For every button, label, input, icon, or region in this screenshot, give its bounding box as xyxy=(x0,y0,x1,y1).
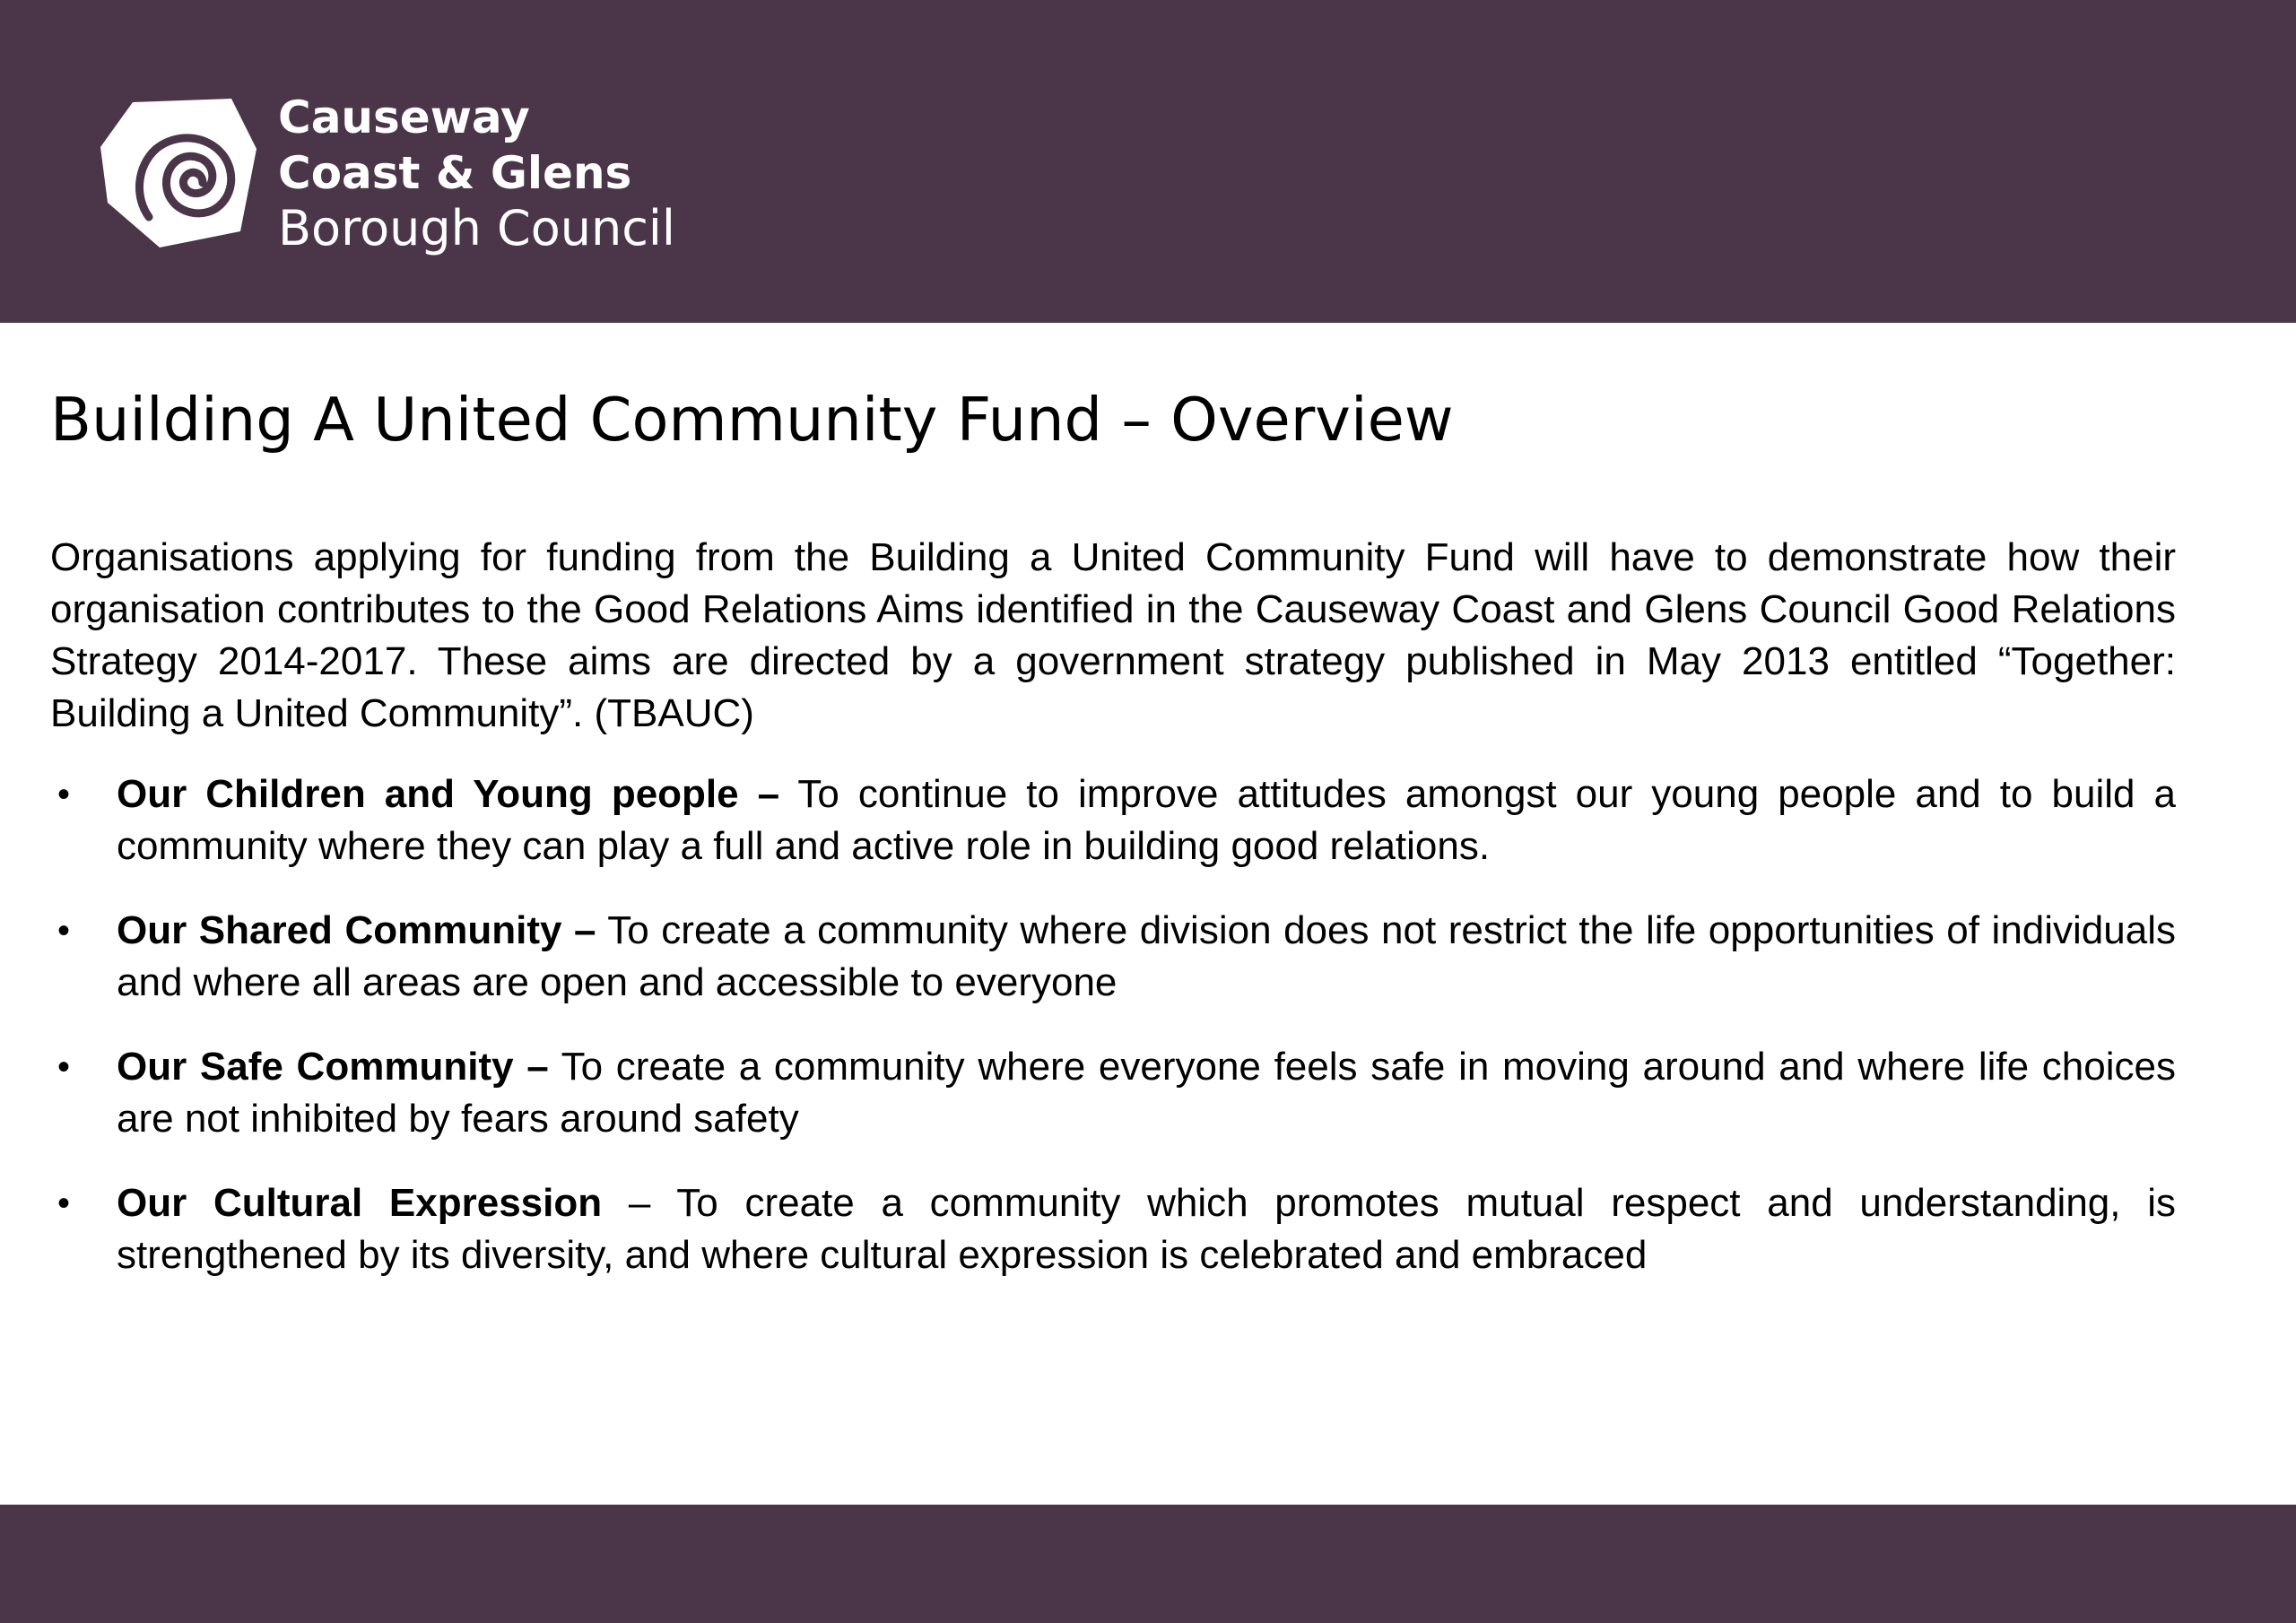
logo-line-causeway: Causeway xyxy=(278,91,530,143)
aim-title: Our Children and Young people – xyxy=(117,772,780,816)
document-body xyxy=(50,532,2176,1314)
aim-title: Our Shared Community – xyxy=(117,908,596,952)
logo-wordmark xyxy=(278,90,675,256)
aim-description: To create a community where everyone feels safe in moving around and where life choices are not inhibited by fears around safety xyxy=(117,1045,2176,1141)
bullet-icon: • xyxy=(57,775,71,814)
good-relations-aims-list xyxy=(50,768,2176,1281)
aim-shared-community xyxy=(50,905,2176,1009)
aim-description: To create a community where division does not restrict the life opportunities of individuals and where all areas are open and accessible to everyone xyxy=(117,908,2176,1004)
bullet-icon: • xyxy=(57,1047,71,1087)
aim-cultural-expression xyxy=(50,1177,2176,1281)
header-band xyxy=(0,0,2296,323)
logo-line-borough-council: Borough Council xyxy=(278,200,675,256)
aim-safe-community xyxy=(50,1041,2176,1145)
logo-line-coast-glens: Coast & Glens xyxy=(278,147,632,199)
intro-paragraph: Organisations applying for funding from the Building a United Community Fund will have to demonstrate how their organisation contributes to the Good Relations Aims identified in the Causeway Coast and Glens Council Good Relations Strategy 2014-2017. These aims are directed by a government strategy published in May 2013 entitled “Together: Building a United Community”. (TBAUC) xyxy=(50,535,2176,735)
aim-children-young-people xyxy=(50,768,2176,872)
aim-title: Our Cultural Expression xyxy=(117,1181,603,1225)
footer-band xyxy=(0,1505,2296,1623)
aim-description: – To create a community which promotes mutual respect and understanding, is strengthened by its diversity, and where cultural expression is celebrated and embraced xyxy=(117,1181,2176,1277)
spiral-hexagon-logo-icon xyxy=(97,97,263,249)
council-logo xyxy=(97,90,675,269)
aim-title: Our Safe Community – xyxy=(117,1045,549,1089)
aim-description: To continue to improve attitudes amongst our young people and to build a community where they can play a full and active role in building good relations. xyxy=(117,772,2176,868)
page-title: Building A United Community Fund – Overview xyxy=(50,385,1454,455)
bullet-icon: • xyxy=(57,1184,71,1223)
bullet-icon: • xyxy=(57,911,71,950)
